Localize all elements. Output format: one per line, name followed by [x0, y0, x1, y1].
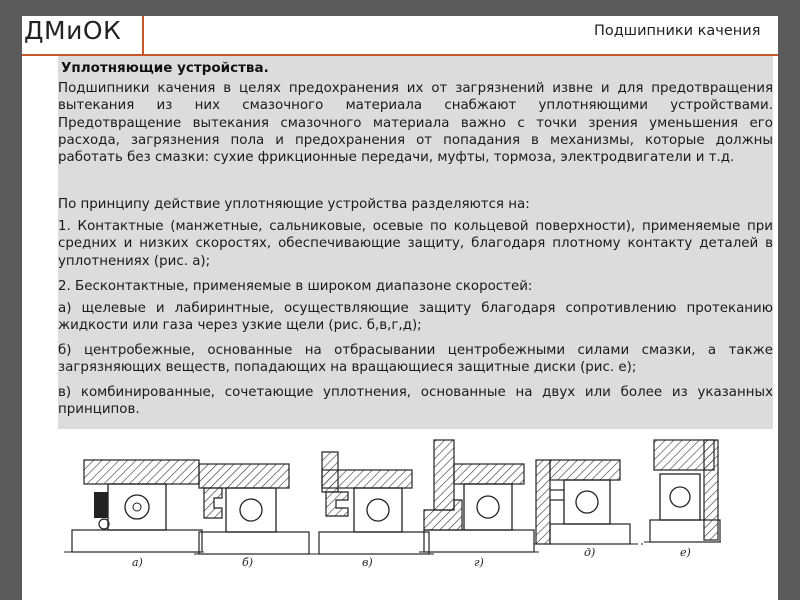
figure-label-b: б): [242, 556, 254, 569]
paragraph-intro: Подшипники качения в целях предохранения их от загрязнений извне и для предотвращения вытекания из них смазочного материала снабжают уплотняющими устройствами. Предотвращение вытекания смазочного материала важно с точки зрения уменьшения его расхода, загрязнения пола и предохранения от попадания в механизмы, которые должны работать без смазки: сухие фрикционные передачи, муфты, тормоза, электродвигатели и т.д.: [58, 81, 773, 166]
drawing-c: [314, 452, 434, 554]
seal-drawings: [64, 430, 778, 580]
paragraph-noncontact: 2. Бесконтактные, применяемые в широком диапазоне скоростей:: [58, 279, 533, 294]
drawing-d: [534, 460, 644, 544]
seal-drawings-figure: [64, 430, 778, 580]
figure-label-a: а): [132, 556, 143, 569]
logo: ДМиОК: [24, 16, 122, 45]
paragraph-contact: 1. Контактные (манжетные, сальниковые, осевые по кольцевой поверхности), применяемые при средних и низких скоростях, обеспечивающие защиту, благодаря плотному контакту деталей в уплотнениях (рис. а);: [58, 219, 773, 269]
drawing-g: [419, 440, 539, 552]
header-divider: [142, 16, 144, 54]
figure-label-g: г): [474, 556, 484, 569]
drawing-a: [64, 460, 204, 552]
paragraph-combined: в) комбинированные, сочетающие уплотнения, основанные на двух или более из указанных принципов.: [58, 385, 773, 418]
paragraph-centrifugal: б) центробежные, основанные на отбрасывании центробежными силами смазки, а также загрязняющих веществ, попадающих на вращающиеся защитные диски (рис. е);: [58, 343, 773, 376]
paragraph-labyrinth: а) щелевые и лабиринтные, осуществляющие защиту благодаря сопротивлению протеканию жидкости или газа через узкие щели (рис. б,в,г,д);: [58, 301, 773, 334]
figure-label-e: е): [680, 546, 691, 559]
figure-label-v: в): [362, 556, 373, 569]
slide: [22, 16, 778, 600]
drawing-e: [644, 440, 724, 542]
text-block: [58, 56, 773, 429]
paragraph-classification: По принципу действие уплотняющие устройства разделяются на:: [58, 197, 530, 212]
figure-label-d: д): [584, 546, 596, 559]
section-title: Подшипники качения: [594, 23, 761, 39]
drawing-b: [194, 464, 314, 554]
slide-header: [22, 16, 778, 56]
page-heading: Уплотняющие устройства.: [61, 60, 269, 76]
